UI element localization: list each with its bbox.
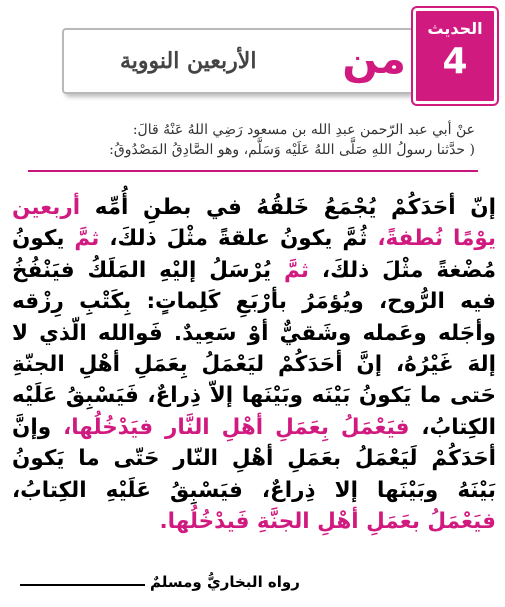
badge-number: 4: [442, 41, 468, 82]
separator-line: [28, 170, 478, 172]
source-attribution: رواه البخاريُّ ومسلمٌ: [150, 573, 300, 591]
matn-segment: إنّ أحَدَكُمْ يُجْمَعُ خَلقُهُ في بطنِ أُمِّه: [80, 195, 496, 220]
badge-label: الحديث: [427, 19, 483, 38]
title-main: من: [342, 34, 406, 83]
matn-segment: يُرْسَلُ إليْهِ المَلَكُ فيَنْفُخُ فيه الرُّوح، ويُؤمَرُ بأرْبَعِ كَلِماتٍ: بِكَتْبِ رِزْقه وأجَله وعَمله وشَقيٌّ أوْ سَعِيدٌ. فَوالله الّذي لا إلهَ غَيْرُهُ، إنَّ أحَدَكُمْ ليَعْمَلُ بِعَمَلِ أهْلِ الجنّةِ حَتى ما يَكونُ بَيْنَه وبَيْنَها إلاّ ذِراعٌ، فَيَسْبِقُ عَلَيْه الكِتابُ،: [12, 257, 496, 440]
hadith-number-badge: [413, 8, 497, 104]
matn-highlight: ثمَّ: [284, 257, 309, 283]
isnad-text: [55, 120, 475, 160]
matn-segment: يكونُ مُضْغةً مثْلَ ذلكَ،: [12, 226, 497, 283]
matn-highlight: فيَعْمَلُ بعَمَلِ أهْلِ الجنَّةِ فَيدْخُلُها.: [159, 509, 496, 535]
isnad-line-2: ( حدَّثنا رسولُ اللهِ صَلَّى اللهُ عَلَيْه وَسَلَّم، وهو الصَّادِقُ المَصْدُوقُ:: [109, 142, 475, 158]
hadith-text: [12, 192, 496, 537]
title-box: [62, 28, 426, 94]
isnad-line-1: عنْ أبي عبد الرّحمن عبدِ الله بن مسعود رَضِي اللهُ عَنْهُ قالَ:: [132, 122, 475, 138]
matn-segment: وإنَّ أحَدَكُمْ لَيَعْمَلُ بعَمَلِ أهْلِ النّار حَتّى ما يَكونُ بَيْنَهُ وبَيْنَها إلا ذِراعٌ، فيَسْبِقُ عَلَيْهِ الكِتابُ،: [12, 414, 496, 503]
source-underline: [20, 584, 145, 586]
matn-highlight: فيَعْمَلُ بِعَمَلِ أهْلِ النَّار فيَدْخُلُها،: [63, 414, 410, 440]
matn-highlight: ثمَّ: [74, 226, 100, 252]
matn-segment: ثُمَّ يكونُ علقةً مثْلَ ذلكَ،: [99, 226, 378, 252]
title-subtitle: الأربعين النووية: [120, 48, 257, 74]
matn-highlight: أربعين يوْمًا نُطفةً،: [12, 195, 496, 252]
header: [62, 8, 497, 103]
